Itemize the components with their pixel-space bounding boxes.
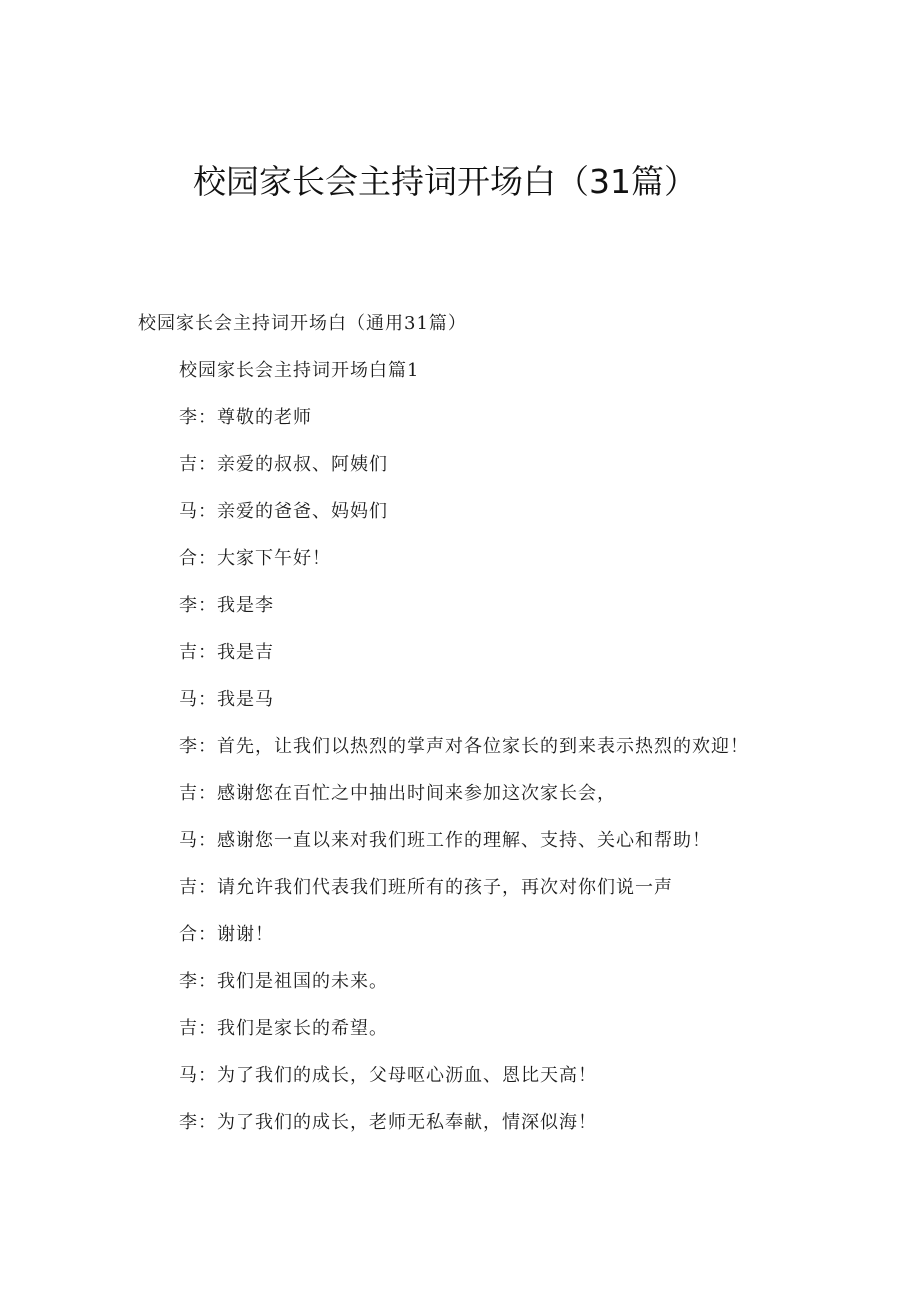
dialogue-line: 马：为了我们的成长，父母呕心沥血、恩比天高！ [179, 1065, 597, 1086]
dialogue-line: 吉：我是吉 [179, 642, 274, 663]
dialogue-line: 李：为了我们的成长，老师无私奉献，情深似海！ [179, 1112, 597, 1133]
dialogue-line: 马：感谢您一直以来对我们班工作的理解、支持、关心和帮助！ [179, 830, 711, 851]
dialogue-line: 马：我是马 [179, 689, 274, 710]
dialogue-line: 吉：请允许我们代表我们班所有的孩子，再次对你们说一声 [179, 877, 673, 898]
section-heading: 校园家长会主持词开场白篇1 [179, 360, 420, 381]
dialogue-line: 李：首先，让我们以热烈的掌声对各位家长的到来表示热烈的欢迎！ [179, 736, 749, 757]
dialogue-line: 李：我们是祖国的未来。 [179, 971, 388, 992]
document-subtitle: 校园家长会主持词开场白（通用31篇） [138, 313, 467, 334]
dialogue-list [179, 357, 749, 1156]
dialogue-line: 马：亲爱的爸爸、妈妈们 [179, 501, 388, 522]
dialogue-line: 李：我是李 [179, 595, 274, 616]
dialogue-line: 吉：感谢您在百忙之中抽出时间来参加这次家长会， [179, 783, 616, 804]
dialogue-line: 吉：亲爱的叔叔、阿姨们 [179, 454, 388, 475]
dialogue-line: 合：谢谢！ [179, 924, 274, 945]
dialogue-line: 合：大家下午好！ [179, 548, 331, 569]
document-title: 校园家长会主持词开场白（31篇） [193, 162, 697, 201]
dialogue-line: 吉：我们是家长的希望。 [179, 1018, 388, 1039]
dialogue-line: 李：尊敬的老师 [179, 407, 312, 428]
